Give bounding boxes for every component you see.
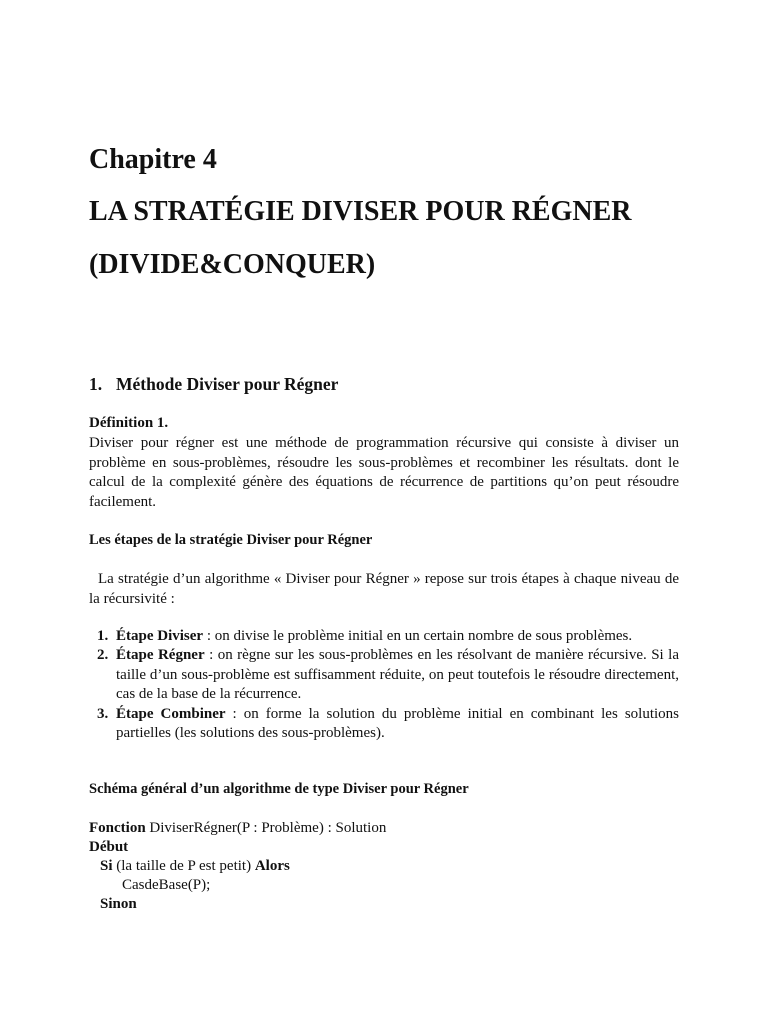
keyword-debut: Début <box>89 839 129 855</box>
list-item-number: 2. <box>97 647 109 664</box>
definition-text: Diviser pour régner est une méthode de programmation récursive qui consiste à diviser un problème en sous-problèmes, résoudre les sous-problèmes et recombiner les résultats. dont le calcul de la complexité génère des équations de récurrence de partitions qu’on peut résoudre facilement. <box>89 435 679 510</box>
step-name: Étape Diviser <box>116 628 204 644</box>
code-line-debut <box>89 838 128 857</box>
steps-heading: Les étapes de la stratégie Diviser pour Régner <box>89 532 373 548</box>
list-item <box>89 646 679 704</box>
keyword-si: Si <box>100 858 113 874</box>
step-name: Étape Combiner <box>116 705 226 722</box>
step-text: : on divise le problème initial en un certain nombre de sous problèmes. <box>203 628 633 644</box>
chapter-number: Chapitre 4 <box>89 144 217 175</box>
keyword-fonction: Fonction <box>89 820 146 836</box>
function-signature: DiviserRégner(P : Problème) : Solution <box>145 820 387 836</box>
list-item-number: 3. <box>97 705 109 722</box>
chapter-title-line-2: (DIVIDE&CONQUER) <box>89 249 376 280</box>
list-item <box>89 627 679 646</box>
section-heading <box>89 374 338 395</box>
step-text: : on forme la solution du problème initial en combinant les solutions partielles (les solutions des sous-problèmes). <box>116 705 679 742</box>
casdebase-call: CasdeBase(P); <box>122 877 211 893</box>
code-line-casdebase <box>122 876 210 895</box>
chapter-title-line-1: LA STRATÉGIE DIVISER POUR RÉGNER <box>89 196 632 227</box>
list-item <box>89 705 679 744</box>
steps-intro: La stratégie d’un algorithme « Diviser pour Régner » repose sur trois étapes à chaque niveau de la récursivité : <box>89 571 679 607</box>
code-line-si <box>100 857 290 876</box>
schema-heading: Schéma général d’un algorithme de type Diviser pour Régner <box>89 781 469 797</box>
section-number: 1. <box>89 374 103 394</box>
step-text: : on règne sur les sous-problèmes en les résolvant de manière récursive. Si la taille d’un sous-problème est suffisamment réduite, on peut toutefois le résoudre directement, cas de la base de la récurrence. <box>116 647 679 703</box>
definition-label: Définition 1. <box>89 415 169 431</box>
list-item-number: 1. <box>97 628 109 644</box>
steps-list <box>89 627 679 743</box>
si-condition: (la taille de P est petit) <box>112 858 255 874</box>
section-title: Méthode Diviser pour Régner <box>116 374 339 394</box>
code-line-function <box>89 819 386 838</box>
document-page <box>89 0 679 1024</box>
keyword-sinon: Sinon <box>100 896 137 912</box>
step-name: Étape Régner <box>116 647 205 664</box>
keyword-alors: Alors <box>254 858 290 874</box>
code-line-sinon <box>100 895 137 914</box>
